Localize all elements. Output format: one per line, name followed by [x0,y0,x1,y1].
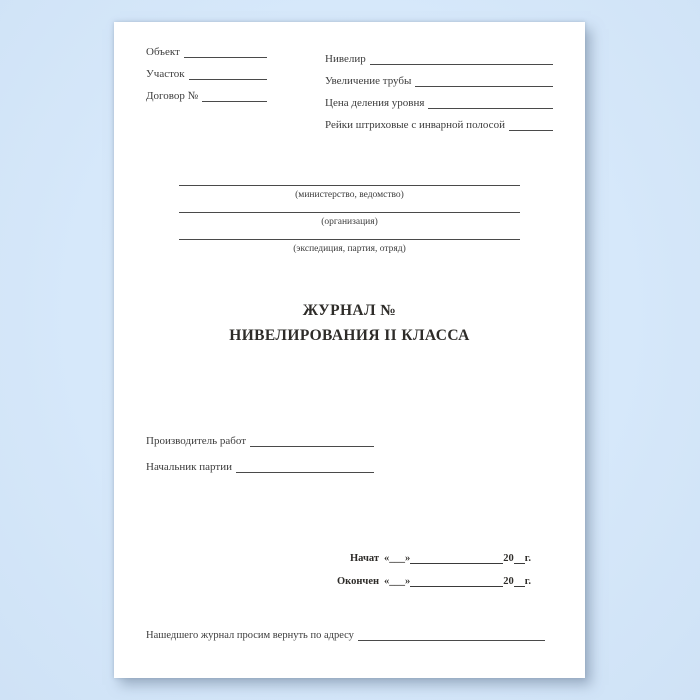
field-work-producer-label: Производитель работ [146,435,247,447]
field-level-division-value-label: Цена деления уровня [325,97,425,109]
field-level-division-value [325,97,553,110]
date-started-year-suffix: г. [524,553,531,564]
date-finished-year-prefix: 20 [503,576,514,587]
field-party-chief-blank-line [236,472,374,473]
field-staff-rods-blank-line [509,130,553,131]
return-address-field [146,629,545,642]
field-contract [146,90,267,103]
date-finished-blank-line [410,586,503,587]
field-contract-blank-line [202,101,267,102]
field-staff-rods [325,119,553,132]
journal-cover-page [114,22,585,678]
top-right-fields [325,53,553,141]
field-level-instrument-blank-line [370,64,553,65]
field-object-label: Объект [146,46,180,58]
date-finished-day-quotes: «___» [384,576,411,587]
date-started-blank-line [410,563,503,564]
ministry-field [179,185,520,201]
page-title-line2: НИВЕЛИРОВАНИЯ II КЛАССА [229,327,470,344]
staff-section [146,435,374,487]
top-left-fields [146,46,267,112]
page-title [114,298,585,348]
field-level-instrument-label: Нивелир [325,53,366,65]
field-site [146,68,267,81]
field-staff-rods-label: Рейки штриховые с инварной полосой [325,119,505,131]
date-finished-label: Окончен [337,576,380,587]
field-level-instrument [325,53,553,66]
expedition-field [179,239,520,255]
field-work-producer-blank-line [250,446,374,447]
date-started-label: Начат [349,553,380,564]
page-title-line1: ЖУРНАЛ № [302,302,397,319]
return-address-label: Нашедшего журнал просим вернуть по адресу [146,630,354,641]
organization-field [179,212,520,228]
field-tube-magnification-blank-line [415,86,553,87]
field-object [146,46,267,59]
date-started-year-prefix: 20 [503,553,514,564]
field-party-chief [146,461,374,474]
field-work-producer [146,435,374,448]
return-address-blank-line [358,640,545,641]
ministry-caption: (министерство, ведомство) [295,190,404,200]
expedition-caption: (экспедиция, партия, отряд) [293,244,406,254]
field-site-blank-line [189,79,267,80]
organization-caption: (организация) [321,217,378,227]
field-contract-label: Договор № [146,90,199,102]
date-started-row [331,552,531,565]
date-started-year-blank [514,563,525,564]
field-site-label: Участок [146,68,185,80]
date-finished-year-blank [514,586,525,587]
field-tube-magnification-label: Увеличение трубы [325,75,412,87]
date-finished-year-suffix: г. [524,576,531,587]
field-level-division-value-blank-line [428,108,553,109]
field-tube-magnification [325,75,553,88]
organization-section [179,185,520,266]
dates-section [331,552,531,598]
field-object-blank-line [184,57,267,58]
date-started-day-quotes: «___» [384,553,411,564]
date-finished-row [331,575,531,588]
field-party-chief-label: Начальник партии [146,461,232,473]
